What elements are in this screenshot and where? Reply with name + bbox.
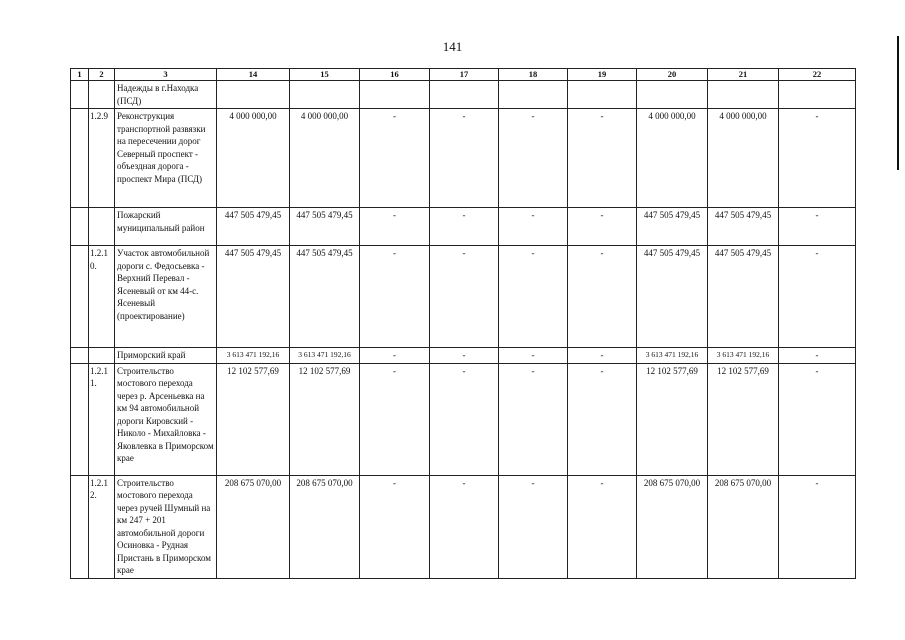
- value-cell: -: [430, 348, 499, 364]
- value-cell: 12 102 577,69: [708, 363, 779, 475]
- column-header: 14: [217, 69, 290, 81]
- value-cell: -: [779, 363, 856, 475]
- value-cell: -: [568, 208, 637, 246]
- value-cell: 3 613 471 192,16: [708, 348, 779, 364]
- row-number-cell: [71, 348, 89, 364]
- column-header: 21: [708, 69, 779, 81]
- item-code-cell: 1.2.11.: [89, 363, 115, 475]
- value-cell: -: [430, 246, 499, 348]
- value-cell: [779, 81, 856, 109]
- table-row: [71, 348, 856, 364]
- value-cell: -: [360, 363, 430, 475]
- column-header: 20: [637, 69, 708, 81]
- value-cell: 4 000 000,00: [217, 109, 290, 208]
- item-name-cell: Приморский край: [115, 348, 217, 364]
- table-row: [71, 109, 856, 208]
- value-cell: -: [499, 246, 568, 348]
- item-name-cell: Пожарский муниципальный район: [115, 208, 217, 246]
- item-name-cell: Строительство мостового перехода через ручей Шумный на км 247 + 201 автомобильной дороги Осиновка - Рудная Пристань в Приморском крае: [115, 475, 217, 578]
- value-cell: -: [360, 246, 430, 348]
- row-number-cell: [71, 81, 89, 109]
- value-cell: -: [430, 363, 499, 475]
- item-code-cell: [89, 348, 115, 364]
- column-header: 19: [568, 69, 637, 81]
- row-number-cell: [71, 109, 89, 208]
- value-cell: -: [499, 109, 568, 208]
- column-header: 16: [360, 69, 430, 81]
- column-header: 15: [290, 69, 360, 81]
- value-cell: [568, 81, 637, 109]
- value-cell: -: [779, 208, 856, 246]
- value-cell: -: [430, 109, 499, 208]
- value-cell: -: [499, 208, 568, 246]
- value-cell: 4 000 000,00: [290, 109, 360, 208]
- table-row: [71, 81, 856, 109]
- item-code-cell: 1.2.12.: [89, 475, 115, 578]
- budget-table: [70, 68, 856, 579]
- value-cell: [290, 81, 360, 109]
- column-header: 22: [779, 69, 856, 81]
- row-number-cell: [71, 208, 89, 246]
- value-cell: 447 505 479,45: [637, 208, 708, 246]
- value-cell: -: [499, 475, 568, 578]
- value-cell: -: [499, 363, 568, 475]
- row-number-cell: [71, 475, 89, 578]
- value-cell: 4 000 000,00: [637, 109, 708, 208]
- value-cell: [217, 81, 290, 109]
- table-row: [71, 208, 856, 246]
- value-cell: -: [568, 348, 637, 364]
- row-number-cell: [71, 363, 89, 475]
- table-header-row: [71, 69, 856, 81]
- value-cell: -: [779, 475, 856, 578]
- value-cell: 447 505 479,45: [217, 208, 290, 246]
- column-header: 2: [89, 69, 115, 81]
- table-row: [71, 363, 856, 475]
- value-cell: [360, 81, 430, 109]
- value-cell: 208 675 070,00: [708, 475, 779, 578]
- value-cell: -: [360, 109, 430, 208]
- value-cell: 208 675 070,00: [217, 475, 290, 578]
- item-name-cell: Реконструкция транспортной развязки на пересечении дорог Северный проспект - объездная дорога - проспект Мира (ПСД): [115, 109, 217, 208]
- page-edge-mark: [897, 36, 899, 170]
- column-header: 3: [115, 69, 217, 81]
- value-cell: -: [499, 348, 568, 364]
- value-cell: 208 675 070,00: [290, 475, 360, 578]
- value-cell: -: [360, 348, 430, 364]
- column-header: 17: [430, 69, 499, 81]
- value-cell: -: [779, 348, 856, 364]
- value-cell: [499, 81, 568, 109]
- value-cell: -: [430, 208, 499, 246]
- value-cell: -: [568, 475, 637, 578]
- value-cell: 3 613 471 192,16: [290, 348, 360, 364]
- value-cell: 3 613 471 192,16: [217, 348, 290, 364]
- value-cell: -: [430, 475, 499, 578]
- value-cell: 12 102 577,69: [217, 363, 290, 475]
- item-code-cell: 1.2.10.: [89, 246, 115, 348]
- item-code-cell: [89, 208, 115, 246]
- value-cell: 447 505 479,45: [637, 246, 708, 348]
- value-cell: [430, 81, 499, 109]
- value-cell: -: [568, 363, 637, 475]
- page-number: 141: [442, 39, 463, 54]
- item-name-cell: Строительство мостового перехода через р. Арсеньевка на км 94 автомобильной дороги Кировский - Николо - Михайловка - Яковлевка в Приморском крае: [115, 363, 217, 475]
- value-cell: -: [568, 109, 637, 208]
- value-cell: 447 505 479,45: [217, 246, 290, 348]
- value-cell: 447 505 479,45: [708, 208, 779, 246]
- value-cell: 447 505 479,45: [290, 246, 360, 348]
- value-cell: -: [360, 475, 430, 578]
- value-cell: -: [779, 246, 856, 348]
- table-row: [71, 475, 856, 578]
- value-cell: -: [360, 208, 430, 246]
- value-cell: 4 000 000,00: [708, 109, 779, 208]
- value-cell: -: [568, 246, 637, 348]
- value-cell: -: [779, 109, 856, 208]
- item-name-cell: Участок автомобильной дороги с. Федосьевка - Верхний Перевал - Ясеневый от км 44-с. Ясеневый (проектирование): [115, 246, 217, 348]
- value-cell: [708, 81, 779, 109]
- value-cell: 208 675 070,00: [637, 475, 708, 578]
- value-cell: 3 613 471 192,16: [637, 348, 708, 364]
- value-cell: [637, 81, 708, 109]
- column-header: 1: [71, 69, 89, 81]
- value-cell: 447 505 479,45: [290, 208, 360, 246]
- column-header: 18: [499, 69, 568, 81]
- table-row: [71, 246, 856, 348]
- value-cell: 12 102 577,69: [290, 363, 360, 475]
- item-name-cell: Надежды в г.Находка (ПСД): [115, 81, 217, 109]
- value-cell: 12 102 577,69: [637, 363, 708, 475]
- item-code-cell: [89, 81, 115, 109]
- value-cell: 447 505 479,45: [708, 246, 779, 348]
- row-number-cell: [71, 246, 89, 348]
- item-code-cell: 1.2.9: [89, 109, 115, 208]
